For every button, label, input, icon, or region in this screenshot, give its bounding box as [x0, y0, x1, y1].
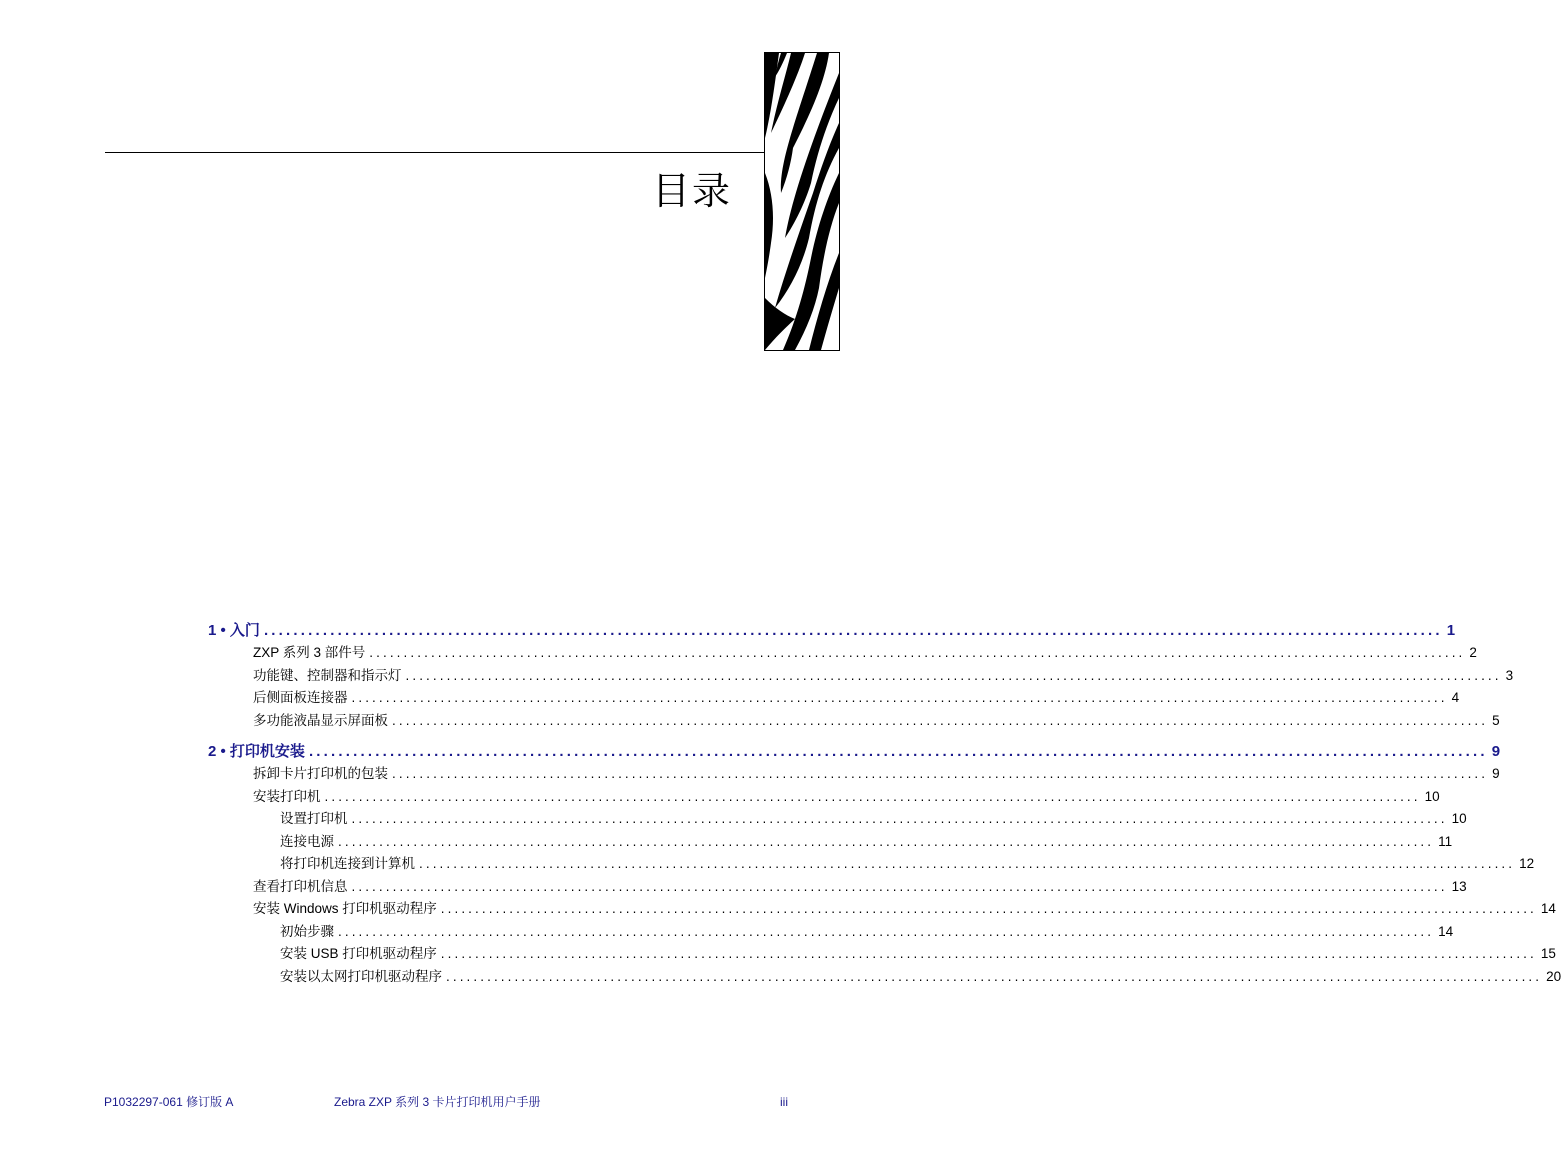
toc-leader: ................................................................................................................................................................: [440, 901, 1537, 916]
footer-manual-title: Zebra ZXP 系列 3 卡片打印机用户手册: [334, 1095, 541, 1109]
header-rule: [105, 152, 764, 153]
toc-leader: ................................................................................................................................................................: [369, 645, 1466, 660]
toc-entry[interactable]: [253, 710, 1500, 733]
toc-subentry[interactable]: [280, 808, 1467, 831]
toc-page-number: 20: [1546, 968, 1561, 984]
toc-page-number: 13: [1451, 878, 1467, 894]
toc-chapter-label: 2 • 打印机安装: [208, 743, 305, 760]
toc-entry-label: 设置打印机: [280, 811, 348, 826]
toc-leader: ................................................................................................................................................................: [419, 856, 1516, 871]
toc-entry-label: 查看打印机信息: [253, 878, 348, 894]
toc-page-number: 4: [1451, 690, 1460, 705]
toc-page-number: 14: [1540, 901, 1556, 916]
toc-page-number: 10: [1451, 811, 1467, 826]
toc-entry[interactable]: [253, 642, 1477, 665]
toc-entry-label: 多功能液晶显示屏面板: [253, 712, 388, 728]
toc-chapter-2[interactable]: [208, 740, 1501, 763]
toc-page-number: 15: [1540, 946, 1556, 961]
toc-entry[interactable]: [253, 763, 1500, 786]
toc-subentry[interactable]: [280, 853, 1535, 876]
toc-chapter-label: 1 • 入门: [208, 622, 260, 639]
toc-entry[interactable]: [253, 898, 1556, 921]
toc-page-number: 14: [1438, 923, 1454, 939]
toc-subentry[interactable]: [280, 921, 1454, 944]
toc-page-number: 9: [1491, 743, 1501, 760]
toc-entry-label: 拆卸卡片打印机的包装: [253, 766, 388, 781]
toc-entry-label: 后侧面板连接器: [253, 690, 348, 705]
toc-leader: ................................................................................................................................................................: [405, 667, 1502, 683]
toc-leader: ................................................................................................................................................................: [338, 833, 1435, 849]
toc-page-number: 11: [1438, 833, 1453, 849]
toc-entry-label: ZXP 系列 3 部件号: [253, 645, 366, 660]
toc-entry-label: 连接电源: [280, 833, 334, 849]
page-title: 目录: [651, 169, 732, 213]
toc-leader: ................................................................................................................................................................: [338, 923, 1435, 939]
toc-page-number: 3: [1505, 667, 1514, 683]
toc-leader: ................................................................................................................................................................: [351, 690, 1448, 705]
toc-page-number: 5: [1492, 712, 1500, 728]
toc-entry-label: 安装以太网打印机驱动程序: [280, 968, 442, 984]
toc-leader: ................................................................................................................................................................: [440, 946, 1537, 961]
toc-leader: ................................................................................................................................................................: [392, 766, 1489, 781]
toc-subentry[interactable]: [280, 943, 1556, 966]
toc-entry-label: 初始步骤: [280, 923, 334, 939]
toc-leader: ................................................................................................................................................................: [392, 712, 1489, 728]
toc-entry-label: 将打印机连接到计算机: [280, 856, 415, 871]
toc-leader: ................................................................................................................................................................: [351, 811, 1448, 826]
toc-leader: ................................................................................................................................................................: [324, 788, 1421, 804]
toc-chapter-1[interactable]: [208, 619, 1456, 642]
toc-leader: ................................................................................................................................................................: [446, 968, 1543, 984]
table-of-contents: [208, 619, 1561, 988]
footer-page-number: iii: [780, 1095, 788, 1109]
toc-leader: ................................................................................................................................................................: [308, 743, 1488, 760]
footer-doc-number: P1032297-061 修订版 A: [104, 1095, 234, 1109]
toc-entry-label: 安装打印机: [253, 788, 321, 804]
toc-leader: ................................................................................................................................................................: [263, 622, 1443, 639]
toc-subentry[interactable]: [280, 831, 1453, 854]
toc-page-number: 2: [1469, 645, 1477, 660]
zebra-stripes-icon: [764, 52, 840, 351]
toc-page-number: 10: [1424, 788, 1440, 804]
toc-entry[interactable]: [253, 687, 1460, 710]
toc-entry[interactable]: [253, 876, 1467, 899]
toc-page-number: 9: [1492, 766, 1500, 781]
toc-entry[interactable]: [253, 786, 1440, 809]
toc-entry-label: 功能键、控制器和指示灯: [253, 667, 402, 683]
toc-leader: ................................................................................................................................................................: [351, 878, 1448, 894]
toc-page-number: 12: [1519, 856, 1535, 871]
toc-entry[interactable]: [253, 665, 1514, 688]
toc-page-number: 1: [1446, 622, 1456, 639]
toc-subentry[interactable]: [280, 966, 1561, 989]
toc-entry-label: 安装 USB 打印机驱动程序: [280, 946, 437, 961]
toc-entry-label: 安装 Windows 打印机驱动程序: [253, 901, 437, 916]
